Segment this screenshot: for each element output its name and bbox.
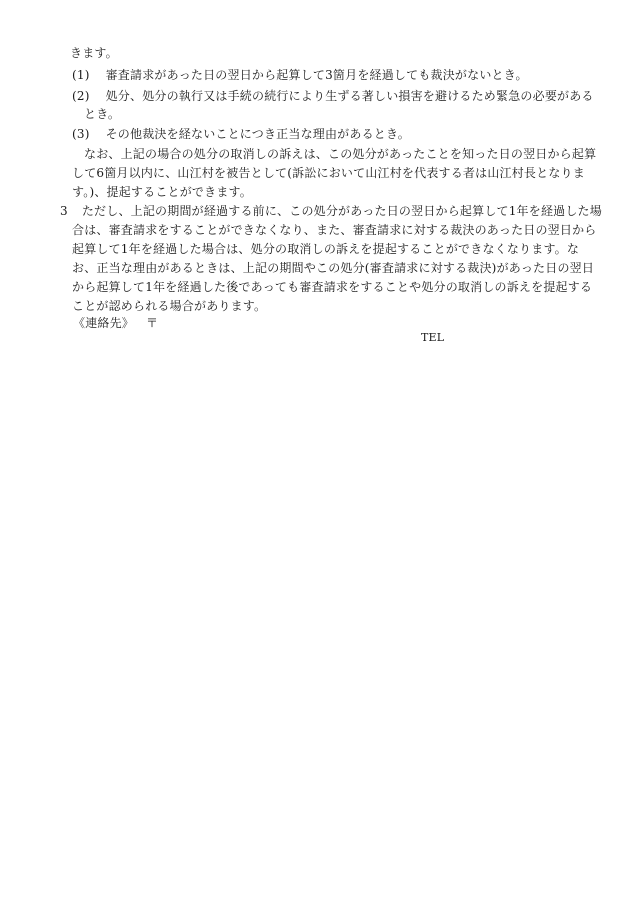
item-text: 処分、処分の執行又は手続の続行により生ずる著しい損害を避けるため緊急の必要がある — [105, 89, 594, 103]
section-number: 3 — [60, 204, 68, 218]
section-line: 合は、審査請求をすることができなくなり、また、審査請求に対する裁決のあった日の翌日から — [72, 223, 597, 237]
section-3-first-line — [60, 201, 602, 221]
item-number: (2) — [72, 89, 90, 103]
section-line: お、正当な理由があるときは、上記の期間やこの処分(審査請求に対する裁決)があった日の翌日 — [72, 261, 595, 275]
list-item — [72, 86, 594, 106]
contact-label: 《連絡先》 — [73, 316, 135, 330]
section-line: 起算して1年を経過した場合は、処分の取消しの訴えを提起することができなくなります。な — [72, 242, 580, 256]
item-text: その他裁決を経ないことにつき正当な理由があるとき。 — [105, 127, 410, 141]
section-text: ただし、上記の期間が経過する前に、この処分があった日の翌日から起算して1年を経過した場 — [81, 204, 602, 218]
item-text: 審査請求があった日の翌日から起算して3箇月を経過しても裁決がないとき。 — [105, 68, 528, 82]
paragraph-line: して6箇月以内に、山江村を被告として(訴訟において山江村を代表する者は山江村長となりま — [72, 166, 585, 180]
item-text-continuation: とき。 — [84, 107, 121, 121]
paragraph-line: なお、上記の場合の処分の取消しの訴えは、この処分があったことを知った日の翌日から起算 — [84, 147, 597, 161]
list-item — [72, 124, 410, 144]
postal-mark: 〒 — [146, 316, 159, 330]
section-line: から起算して1年を経過した後であっても審査請求をすることや処分の取消しの訴えを提起する — [72, 280, 593, 294]
paragraph-line: す。)、提起することができます。 — [72, 185, 252, 199]
item-number: (3) — [72, 127, 90, 141]
continuation-text: きます。 — [70, 46, 118, 60]
section-line: ことが認められる場合があります。 — [72, 299, 267, 313]
item-number: (1) — [72, 68, 90, 82]
tel-label: TEL — [421, 331, 445, 344]
list-item — [72, 65, 528, 85]
contact-row — [73, 313, 158, 333]
